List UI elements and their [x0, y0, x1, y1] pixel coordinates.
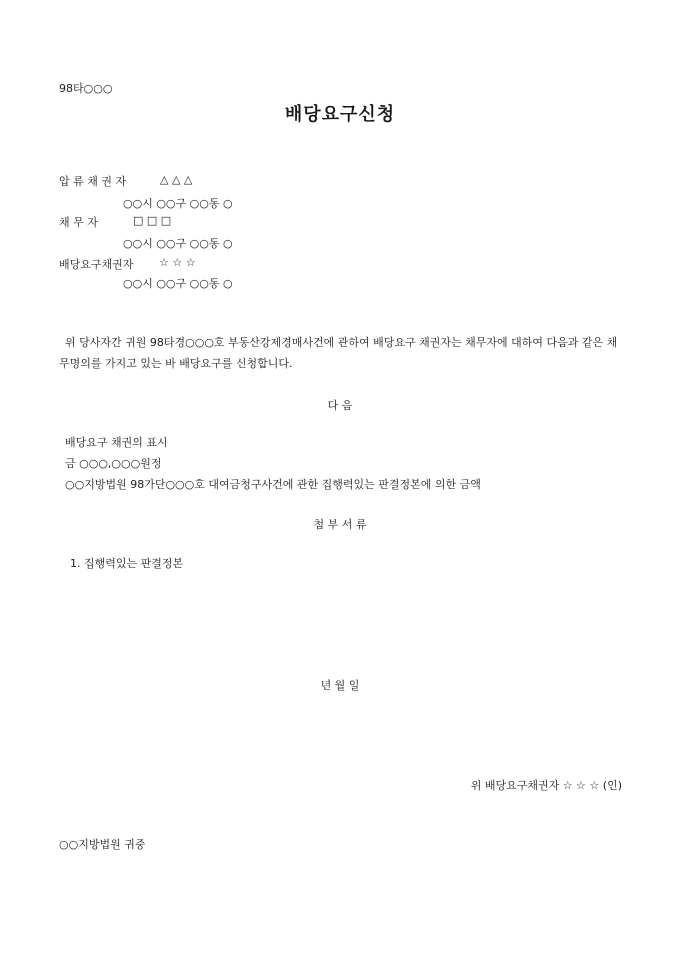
party-debtor-name: □ □ □ — [133, 214, 172, 227]
party-claimant-address: ○○시 ○○구 ○○동 ○ — [123, 277, 233, 290]
application-body: 위 당사자간 귀원 98타경○○○호 부동산강제경매사건에 관하여 배당요구 채권자는 채무자에 대하여 다음과 같은 채무명의를 가지고 있는 바 배당요구를 신청합니다. — [59, 336, 618, 370]
next-heading: 다 음 — [327, 399, 353, 412]
party-claimant-name: ☆ ☆ ☆ — [159, 256, 196, 269]
attachment-item: 1. 집행력있는 판결정본 — [70, 557, 184, 570]
party-creditor-address: ○○시 ○○구 ○○동 ○ — [123, 197, 233, 210]
claim-heading: 배당요구 채권의 표시 — [65, 436, 168, 449]
party-debtor-address: ○○시 ○○구 ○○동 ○ — [123, 237, 233, 250]
party-creditor-label: 압 류 채 권 자 — [59, 175, 127, 188]
attachments-heading: 첨 부 서 류 — [313, 518, 367, 531]
signature-line: 위 배당요구채권자 ☆ ☆ ☆ (인) — [470, 779, 622, 792]
case-number: 98타○○○ — [59, 82, 113, 95]
party-debtor-label: 채 무 자 — [59, 216, 98, 229]
party-claimant-label: 배당요구채권자 — [59, 258, 134, 271]
party-creditor-name: △ △ △ — [160, 173, 193, 186]
document-title: 배당요구신청 — [284, 104, 396, 125]
date-line: 년 월 일 — [320, 679, 360, 692]
claim-basis: ○○지방법원 98가단○○○호 대여금청구사건에 관한 집행력있는 판결정본에 의한 금액 — [65, 478, 481, 491]
claim-amount: 금 ○○○,○○○원정 — [65, 457, 162, 470]
court-addressee: ○○지방법원 귀중 — [59, 838, 146, 851]
